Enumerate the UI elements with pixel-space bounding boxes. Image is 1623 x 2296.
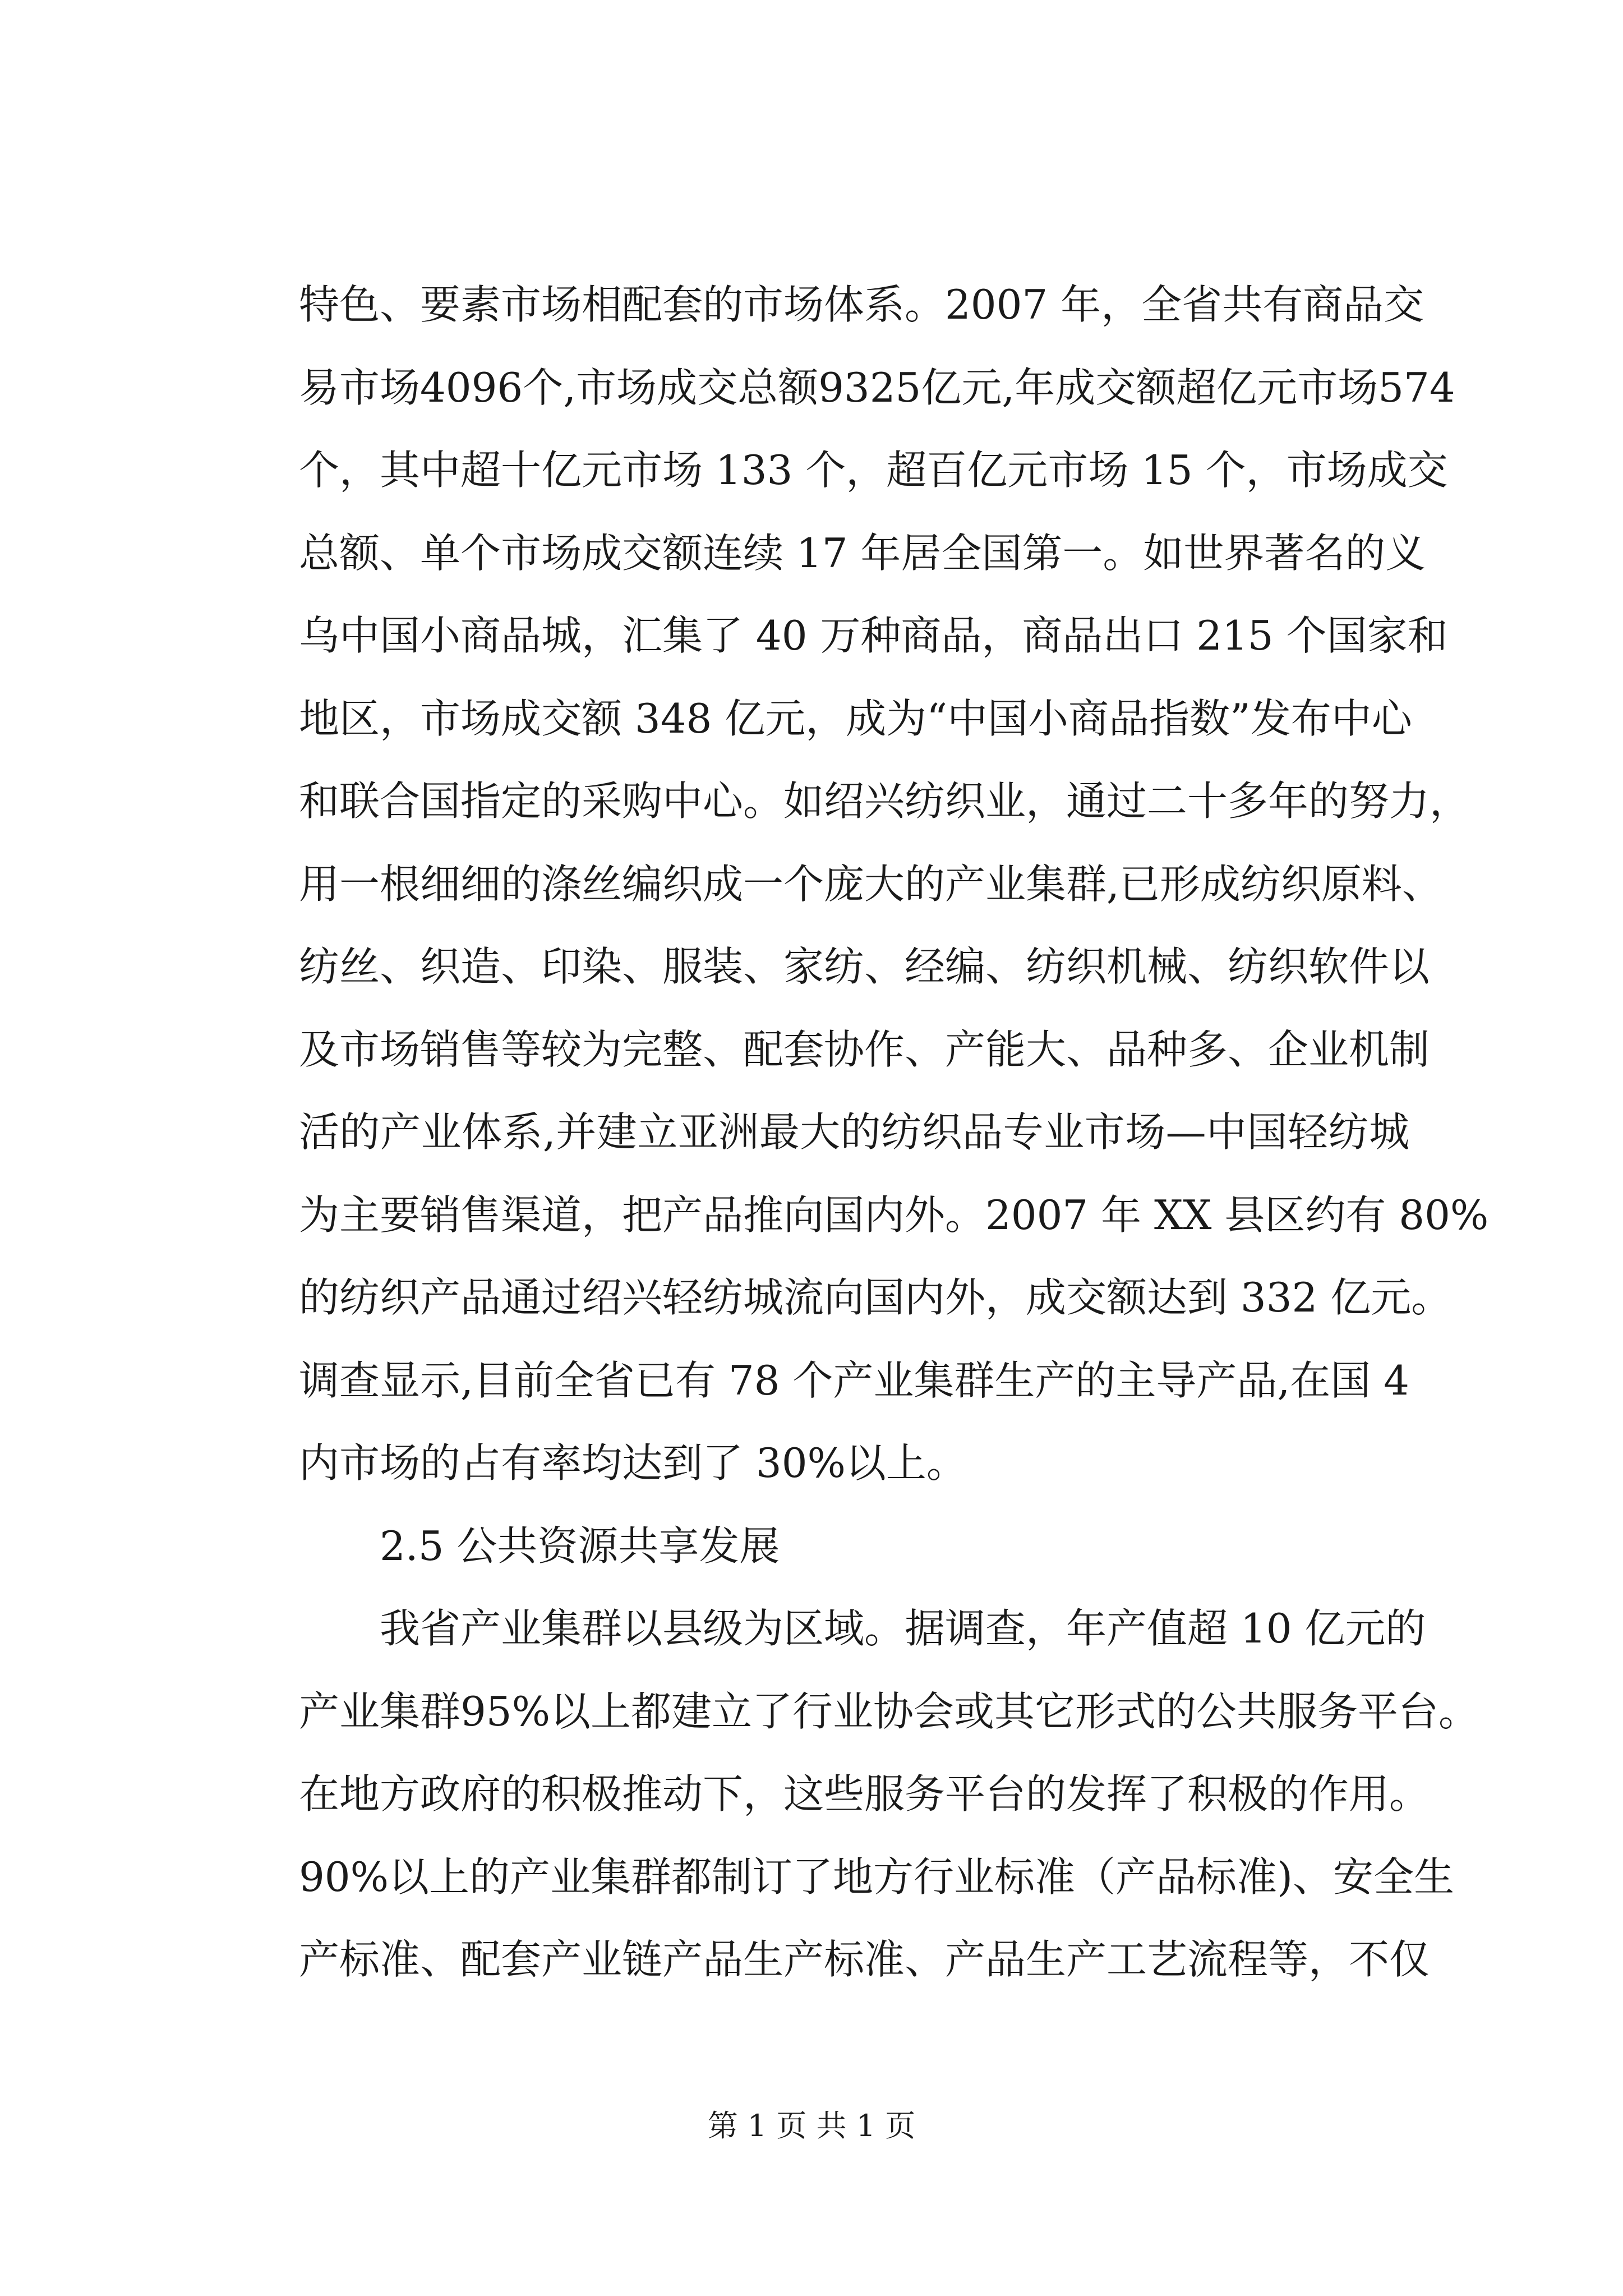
text-line: 地区，市场成交额 348 亿元，成为“中国小商品指数”发布中心	[299, 694, 1412, 742]
text-line: 乌中国小商品城，汇集了 40 万种商品，商品出口 215 个国家和	[299, 612, 1448, 659]
text-line: 用一根细细的涤丝编织成一个庞大的产业集群,已形成纺织原料、	[299, 860, 1442, 908]
text-line: 为主要销售渠道，把产品推向国内外。2007 年 XX 县区约有 80%	[299, 1191, 1489, 1239]
text-line: 纺丝、织造、印染、服装、家纺、经编、纺织机械、纺织软件以	[299, 943, 1430, 990]
text-line: 总额、单个市场成交额连续 17 年居全国第一。如世界著名的义	[299, 529, 1426, 577]
text-line: 的纺织产品通过绍兴轻纺城流向国内外，成交额达到 332 亿元。	[299, 1274, 1452, 1321]
text-line: 调查显示,目前全省已有 78 个产业集群生产的主导产品,在国 4	[299, 1356, 1409, 1404]
text-line: 在地方政府的积极推动下，这些服务平台的发挥了积极的作用。	[299, 1770, 1430, 1818]
section-heading: 2.5 公共资源共享发展	[380, 1522, 780, 1570]
text-line: 及市场销售等较为完整、配套协作、产能大、品种多、企业机制	[299, 1025, 1430, 1073]
text-line: 特色、要素市场相配套的市场体系。2007 年，全省共有商品交	[299, 281, 1424, 328]
text-line: 90%以上的产业集群都制订了地方行业标准（产品标准)、安全生	[299, 1853, 1455, 1901]
text-line: 我省产业集群以县级为区域。据调查，年产值超 10 亿元的	[380, 1605, 1426, 1652]
text-line: 易市场4096个,市场成交总额9325亿元,年成交额超亿元市场574	[299, 364, 1455, 411]
page-footer: 第 1 页 共 1 页	[707, 2108, 916, 2143]
text-line: 内市场的占有率均达到了 30%以上。	[299, 1439, 967, 1487]
text-line: 产业集群95%以上都建立了行业协会或其它形式的公共服务平台。	[299, 1687, 1479, 1735]
text-line: 和联合国指定的采购中心。如绍兴纺织业，通过二十多年的努力，	[299, 777, 1470, 825]
body-text	[299, 264, 1489, 2001]
text-line: 个，其中超十亿元市场 133 个，超百亿元市场 15 个，市场成交	[299, 447, 1448, 494]
text-line: 活的产业体系,并建立亚洲最大的纺织品专业市场—中国轻纺城	[299, 1108, 1409, 1156]
text-line: 产标准、配套产业链产品生产标准、产品生产工艺流程等，不仅	[299, 1936, 1430, 1983]
